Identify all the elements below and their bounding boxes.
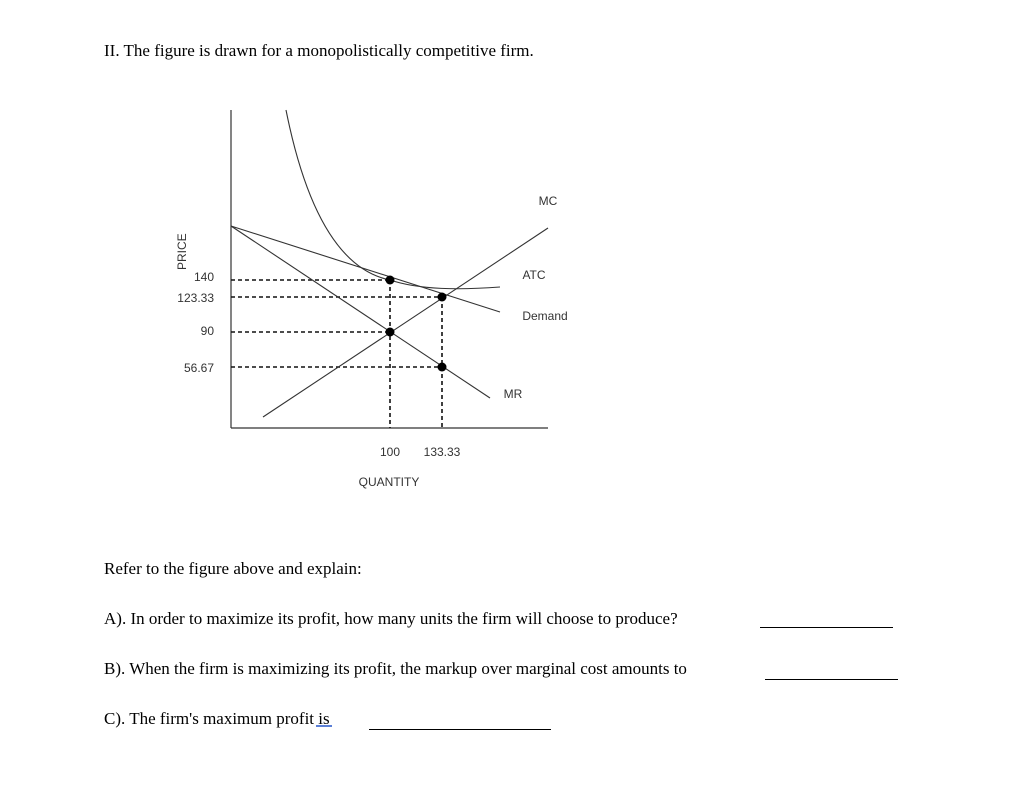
question-a: A). In order to maximize its profit, how many units the firm will choose to produce? — [104, 609, 678, 628]
mr-label: MR — [503, 387, 523, 401]
tick-price-56: 56.67 — [183, 361, 214, 375]
question-c-text: C). The firm's maximum profit — [104, 709, 319, 728]
tick-price-90: 90 — [200, 324, 214, 338]
atc-label: ATC — [522, 268, 546, 282]
point-atc-min — [386, 276, 395, 285]
point-mr-133 — [438, 363, 447, 372]
tick-qty-133: 133.33 — [423, 445, 461, 459]
tick-price-123: 123.33 — [177, 291, 214, 305]
atc-curve — [286, 110, 500, 289]
demand-curve — [231, 226, 500, 312]
question-heading: II. The figure is drawn for a monopolistically competitive firm. — [104, 41, 534, 60]
mr-curve — [231, 226, 490, 398]
x-axis-label: QUANTITY — [358, 475, 420, 489]
mc-label: MC — [538, 194, 558, 208]
answer-blank-b[interactable] — [765, 679, 898, 680]
y-axis-label: PRICE — [175, 233, 189, 270]
answer-blank-c[interactable] — [369, 729, 551, 730]
tick-price-140: 140 — [193, 270, 214, 284]
answer-blank-a[interactable] — [760, 627, 893, 628]
instruction-prompt: Refer to the figure above and explain: — [104, 559, 362, 578]
point-demand-133 — [438, 293, 447, 302]
point-mr-mc — [386, 328, 395, 337]
demand-label: Demand — [522, 309, 568, 323]
question-b: B). When the firm is maximizing its profit, the markup over marginal cost amounts to — [104, 659, 687, 678]
question-c-is: is — [318, 709, 330, 728]
tick-qty-100: 100 — [379, 445, 401, 459]
question-c — [104, 709, 330, 729]
